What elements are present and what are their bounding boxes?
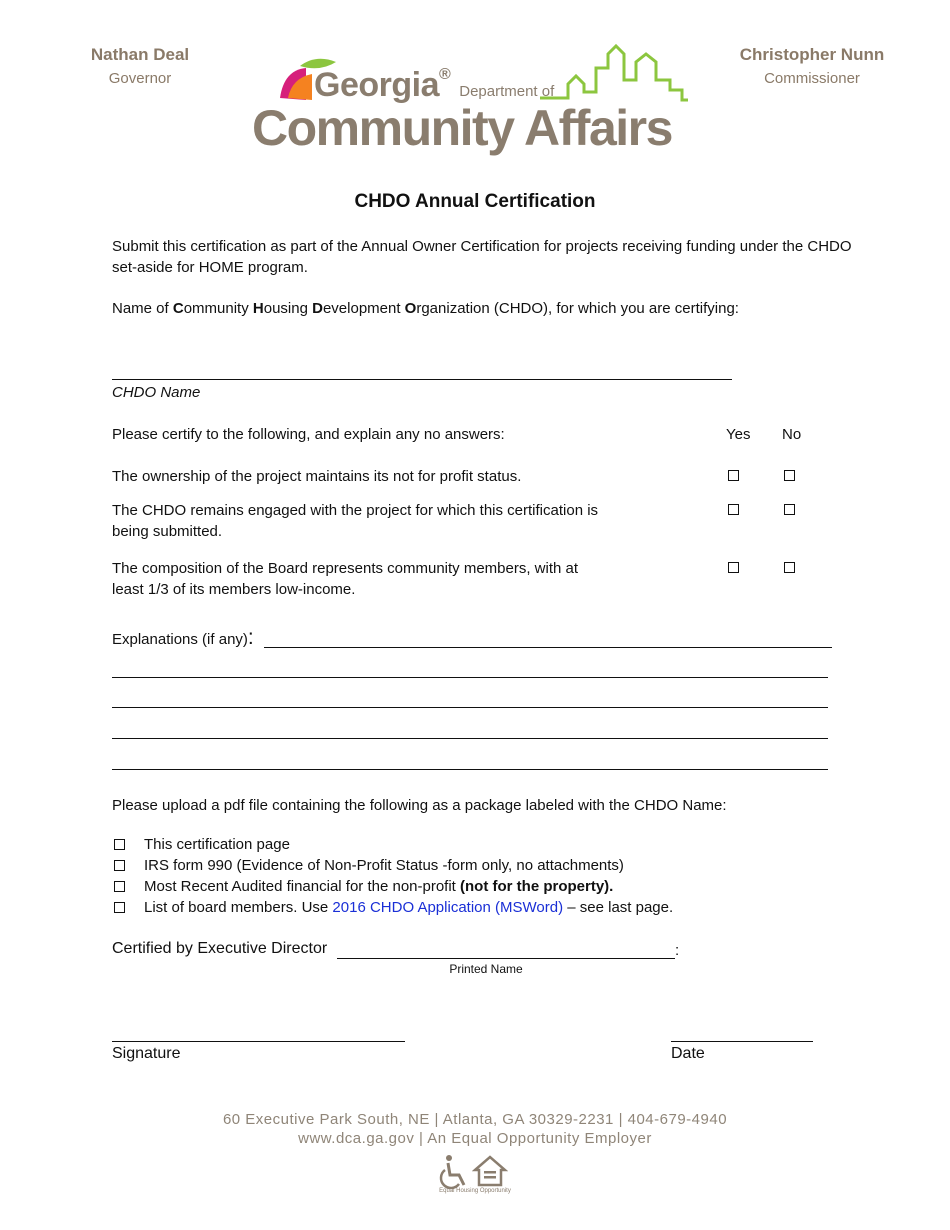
statement-1-no-checkbox[interactable] — [784, 470, 795, 481]
printed-name-input-line[interactable] — [337, 958, 675, 959]
commissioner-name: Christopher Nunn — [739, 45, 885, 64]
statement-3-no-checkbox[interactable] — [784, 562, 795, 573]
governor-title: Governor — [108, 70, 172, 87]
statement-not-for-profit: The ownership of the project maintains its not for profit status. — [112, 468, 522, 485]
explanation-line-5[interactable] — [112, 769, 828, 770]
no-column-header: No — [782, 426, 802, 443]
intro-paragraph: Submit this certification as part of the Annual Owner Certification for projects receiving funding under the CHDO set-aside for HOME program. — [112, 238, 852, 276]
footer-address: 60 Executive Park South, NE | Atlanta, GA 30329-2231 | 404-679-4940 — [222, 1111, 728, 1128]
explanation-line-3[interactable] — [112, 707, 828, 708]
logo-community-affairs-text: Community Affairs — [252, 100, 672, 156]
logo-registered-mark: ® — [438, 66, 451, 83]
explanation-line-2[interactable] — [112, 677, 828, 678]
explanation-line-4[interactable] — [112, 738, 828, 739]
statement-board-composition: The composition of the Board represents community members, with at least 1/3 of its members low-income. — [112, 560, 579, 598]
printed-name-label: Printed Name — [449, 962, 523, 976]
explanation-line-1[interactable] — [264, 647, 832, 648]
yes-column-header: Yes — [726, 426, 751, 443]
chdo-name-label: CHDO Name — [112, 384, 201, 401]
logo-georgia-text: Georgia — [314, 66, 439, 104]
upload-item-1-checkbox[interactable] — [114, 839, 125, 850]
upload-item-audited-financial: Most Recent Audited financial for the non-profit (not for the property). — [144, 878, 614, 895]
upload-prompt: Please upload a pdf file containing the following as a package labeled with the CHDO Name: — [112, 797, 727, 814]
page-title: CHDO Annual Certification — [354, 191, 596, 212]
chdo-name-input-line[interactable] — [112, 379, 732, 380]
upload-item-certification-page: This certification page — [144, 836, 290, 853]
statement-2-no-checkbox[interactable] — [784, 504, 795, 515]
certified-by-label: Certified by Executive Director — [112, 940, 328, 957]
upload-item-4-checkbox[interactable] — [114, 902, 125, 913]
equal-housing-caption: Equal Housing Opportunity — [439, 1188, 511, 1194]
statement-3-yes-checkbox[interactable] — [728, 562, 739, 573]
signature-label: Signature — [112, 1045, 181, 1062]
upload-item-2-checkbox[interactable] — [114, 860, 125, 871]
governor-name: Nathan Deal — [90, 45, 190, 64]
dca-logo — [250, 40, 700, 165]
certified-by-colon: : — [675, 942, 680, 959]
signature-input-line[interactable] — [112, 1041, 405, 1042]
skyline-outline-icon — [540, 46, 688, 100]
explanations-label: Explanations (if any): — [112, 626, 254, 649]
footer-website: www.dca.ga.gov | An Equal Opportunity Employer — [298, 1130, 652, 1147]
date-input-line[interactable] — [671, 1041, 813, 1042]
statement-2-yes-checkbox[interactable] — [728, 504, 739, 515]
statement-1-yes-checkbox[interactable] — [728, 470, 739, 481]
certify-prompt: Please certify to the following, and explain any no answers: — [112, 426, 505, 443]
equal-housing-icon — [472, 1154, 508, 1188]
chdo-name-prompt: Name of Community Housing Development Organization (CHDO), for which you are certifying: — [112, 300, 739, 317]
date-label: Date — [671, 1045, 705, 1062]
upload-item-irs-990: IRS form 990 (Evidence of Non-Profit Status -form only, no attachments) — [144, 857, 624, 874]
logo-department-text: Department of — [459, 83, 555, 100]
statement-chdo-engaged: The CHDO remains engaged with the project for which this certification is being submitted. — [112, 502, 599, 540]
chdo-application-link[interactable]: 2016 CHDO Application (MSWord) — [332, 899, 564, 916]
commissioner-title: Commissioner — [764, 70, 860, 87]
accessibility-icon — [437, 1154, 471, 1190]
upload-item-board-members: List of board members. Use 2016 CHDO Application (MSWord) – see last page. — [144, 899, 674, 916]
upload-item-3-checkbox[interactable] — [114, 881, 125, 892]
